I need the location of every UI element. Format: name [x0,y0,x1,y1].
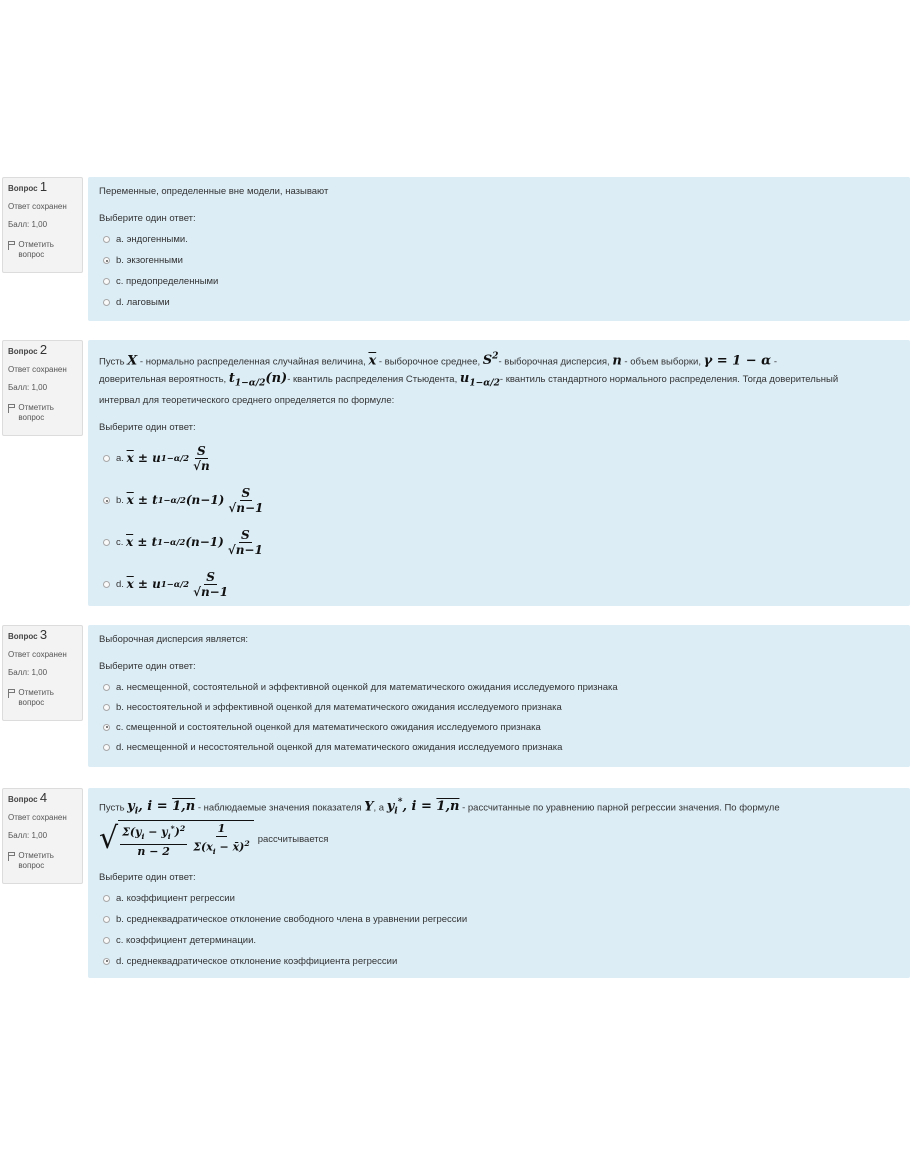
question-content [88,177,910,321]
answer-option[interactable]: b. экзогенными [103,250,899,271]
radio-icon[interactable] [103,958,110,965]
question-number: 1 [39,179,48,194]
flag-label: Отметить вопрос [18,851,54,870]
radio-icon[interactable] [103,236,110,243]
answer-prompt: Выберите один ответ: [99,213,196,224]
flag-label: Отметить вопрос [18,240,54,259]
radio-icon[interactable] [103,724,110,731]
question-label: Вопрос [8,632,38,641]
flag-label: Отметить вопрос [18,688,54,707]
question-score: Балл: 1,00 [8,831,48,840]
question-status: Ответ сохранен [8,813,67,822]
formula: √ $\frac{\Sigma(y_i - y_i^*)^2}{n - 2}$ $\frac{1}{\Sigma(x_i - x̄)^2}$ [99,820,254,859]
answer-prompt: Выберите один ответ: [99,661,196,672]
answer-option[interactable]: d. $\overline{x}$ ± u 1−α/2 $\frac{S}{√n-1}$ [103,564,899,606]
question-label: Вопрос [8,184,38,193]
radio-icon[interactable] [103,539,110,546]
formula: $\overline{x}$ ± t 1−α/2 (n−1) $\frac{S}{√n-1}$ [126,528,263,558]
answer-option[interactable]: c. предопределенными [103,271,899,292]
flag-icon [8,852,15,861]
radio-icon[interactable] [103,744,110,751]
question-status: Ответ сохранен [8,365,67,374]
question-content [88,340,910,606]
answer-prompt: Выберите один ответ: [99,871,196,883]
flag-question-button[interactable] [8,688,77,708]
formula: $\overline{x}$ ± t 1−α/2 (n−1) $\frac{S}{√n-1}$ [126,486,264,516]
flag-icon [8,241,15,250]
question-content [88,625,910,767]
question-text: Переменные, определенные вне модели, называют [99,186,329,197]
answer-option[interactable]: b. среднеквадратическое отклонение свободного члена в уравнении регрессии [103,909,899,930]
question-text: Пусть X - нормально распределенная случайная величина, $\overline{x}$ - выборочное среднее, $S^2-$ выборочная дисперсия, n - объем выборки, γ = 1 − α - доверительная вероятность, $t_{1-\alpha/2}(n)-$ квантиль распределения Стьюдента, $u_{1-\alpha/2}-$ квантиль стандартного нормального распределения. Тогда доверительный интервал для теоретического среднего определяется по формуле: [99,351,839,406]
question-label: Вопрос [8,795,38,804]
radio-icon[interactable] [103,278,110,285]
answer-option[interactable]: a. $\overline{x}$ ± u 1−α/2 $\frac{S}{√n}$ [103,438,899,480]
radio-icon[interactable] [103,895,110,902]
question-text: Выборочная дисперсия является: [99,634,249,645]
question-info [2,177,83,273]
flag-question-button[interactable] [8,240,77,260]
radio-icon[interactable] [103,916,110,923]
radio-icon[interactable] [103,581,110,588]
answer-option[interactable]: a. коэффициент регрессии [103,888,899,909]
radio-icon[interactable] [103,704,110,711]
question-label: Вопрос [8,347,38,356]
radio-icon[interactable] [103,497,110,504]
question-number: 2 [39,342,48,357]
radio-icon[interactable] [103,455,110,462]
question-info [2,340,83,436]
radio-icon[interactable] [103,937,110,944]
question-info [2,625,83,721]
question-number: 3 [39,627,48,642]
answer-option[interactable]: a. эндогенными. [103,229,899,250]
flag-icon [8,404,15,413]
answer-option[interactable]: c. коэффициент детерминации. [103,930,899,951]
answer-option[interactable]: d. лаговыми [103,292,899,313]
answer-option[interactable]: c. смещенной и состоятельной оценкой для математического ожидания исследуемого признака [103,717,899,737]
question-text: Пусть $y_i$, i = 1,n - наблюдаемые значения показателя Y, а $y_i^*$, i = 1,n - рассчитанные по уравнению парной регрессии значения. По формуле √ $\frac{\Sigma(y_i - y_i^*)^2}{n - 2}$ $\frac{1}{\Sigma(x_i - x̄)^2}$ рассчитывается [99,797,780,858]
question-score: Балл: 1,00 [8,668,48,677]
question-content [88,788,910,978]
answer-option[interactable]: c. $\overline{x}$ ± t 1−α/2 (n−1) $\frac{S}{√n-1}$ [103,522,899,564]
answer-option[interactable]: b. $\overline{x}$ ± t 1−α/2 (n−1) $\frac{S}{√n-1}$ [103,480,899,522]
radio-icon[interactable] [103,684,110,691]
answer-option[interactable]: a. несмещенной, состоятельной и эффективной оценкой для математического ожидания исследуемого признака [103,677,899,697]
flag-icon [8,689,15,698]
question-info [2,788,83,884]
question-status: Ответ сохранен [8,202,67,211]
flag-question-button[interactable] [8,403,77,423]
radio-icon[interactable] [103,257,110,264]
answer-option[interactable]: d. среднеквадратическое отклонение коэффициента регрессии [103,951,899,972]
formula: $\overline{x}$ ± u 1−α/2 $\frac{S}{√n}$ [126,444,210,474]
answer-option[interactable]: b. несостоятельной и эффективной оценкой для математического ожидания исследуемого признака [103,697,899,717]
flag-question-button[interactable] [8,851,77,871]
question-score: Балл: 1,00 [8,220,48,229]
answer-option[interactable]: d. несмещенной и несостоятельной оценкой для математического ожидания исследуемого признака [103,737,899,757]
question-status: Ответ сохранен [8,650,67,659]
question-number: 4 [39,790,48,805]
answer-prompt: Выберите один ответ: [99,421,196,433]
question-score: Балл: 1,00 [8,383,48,392]
radio-icon[interactable] [103,299,110,306]
flag-label: Отметить вопрос [18,403,54,422]
formula: $\overline{x}$ ± u 1−α/2 $\frac{S}{√n-1}$ [126,570,229,600]
